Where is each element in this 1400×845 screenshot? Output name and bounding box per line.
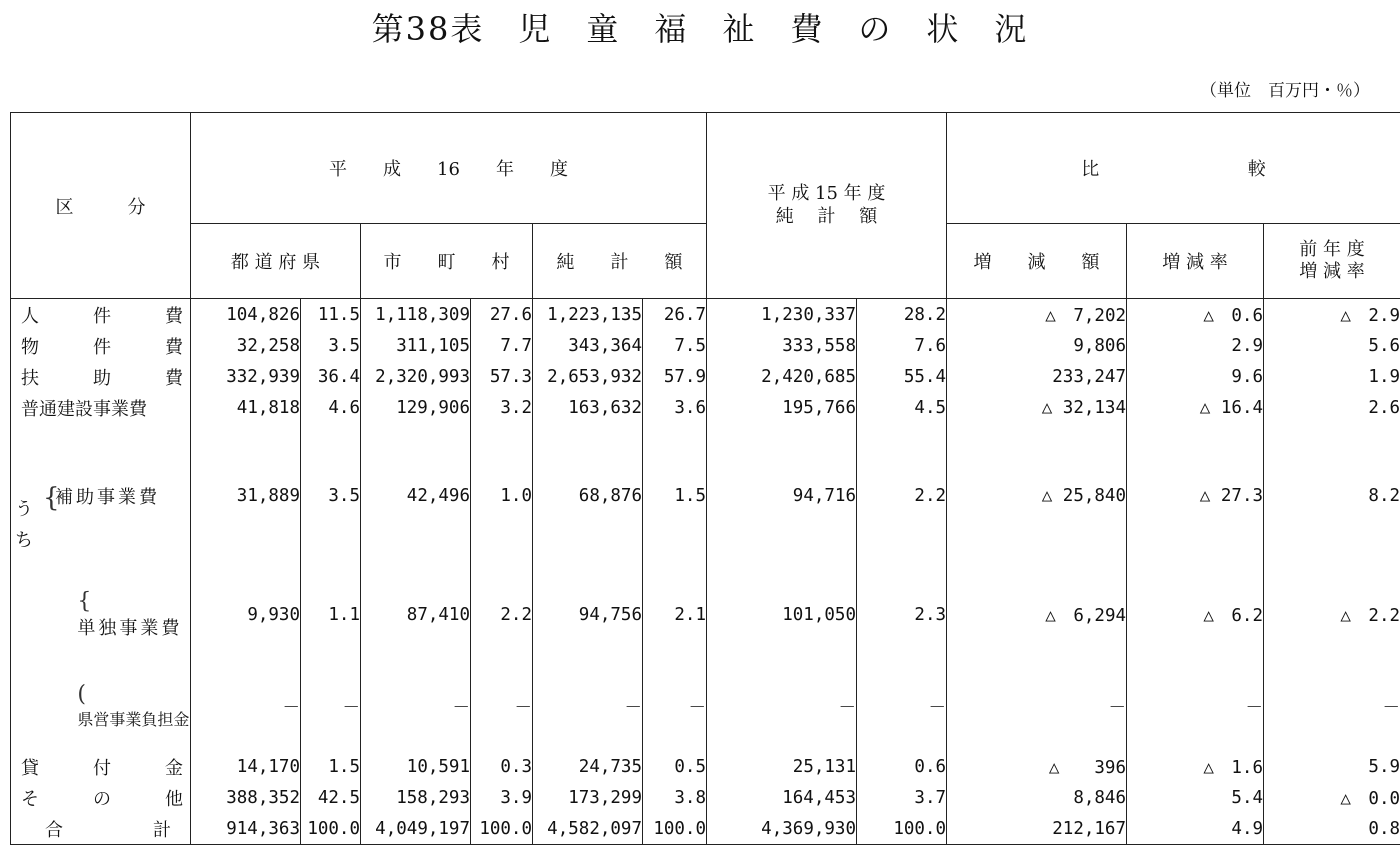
cell-diff: － (947, 661, 1127, 751)
cell-net: 343,364 (533, 330, 643, 361)
uchi-label: う ち (15, 495, 43, 556)
cell-prev: － (707, 661, 857, 751)
cell-net-ratio: 3.6 (643, 392, 707, 423)
cell-net: 68,876 (533, 423, 643, 568)
cell-pref: 388,352 (191, 782, 301, 813)
cell-muni: 129,906 (361, 392, 471, 423)
children-welfare-table (10, 112, 1400, 845)
cell-net-ratio: 0.5 (643, 751, 707, 782)
cell-muni-ratio: 100.0 (471, 813, 533, 845)
cell-diff: 9,806 (947, 330, 1127, 361)
cell-pref: 14,170 (191, 751, 301, 782)
cell-rate: △ 0.6 (1127, 299, 1264, 331)
table-row (11, 661, 1400, 751)
cell-pref: 914,363 (191, 813, 301, 845)
cell-pref: 31,889 (191, 423, 301, 568)
cell-diff: △ 25,840 (947, 423, 1127, 568)
cell-pref: 41,818 (191, 392, 301, 423)
row-label-cell (11, 568, 191, 661)
row-label: 単独事業費 (77, 618, 182, 639)
cell-diff: △ 396 (947, 751, 1127, 782)
cell-diff: △ 7,202 (947, 299, 1127, 331)
cell-prev-ratio: 100.0 (857, 813, 947, 845)
cell-muni: 158,293 (361, 782, 471, 813)
cell-prev-rate: 8.2 (1264, 423, 1400, 568)
cell-prev-ratio: 2.2 (857, 423, 947, 568)
cell-net-ratio: 100.0 (643, 813, 707, 845)
table-row-total (11, 813, 1400, 845)
row-label: 普通建設事業費 (11, 392, 191, 423)
cell-rate: △ 16.4 (1127, 392, 1264, 423)
cell-pref-ratio: 42.5 (301, 782, 361, 813)
cell-prev-rate: 1.9 (1264, 361, 1400, 392)
header-hikaku-b: 較 (1248, 155, 1266, 181)
row-label: 補助事業費 (55, 483, 160, 509)
cell-pref-ratio: 3.5 (301, 330, 361, 361)
cell-pref-ratio: 3.5 (301, 423, 361, 568)
cell-pref: 32,258 (191, 330, 301, 361)
cell-prev-ratio: 3.7 (857, 782, 947, 813)
header-zougen: 増 減 額 (947, 224, 1127, 299)
cell-net: 4,582,097 (533, 813, 643, 845)
cell-muni-ratio: 1.0 (471, 423, 533, 568)
cell-net-ratio: 3.8 (643, 782, 707, 813)
cell-prev-ratio: 2.3 (857, 568, 947, 661)
cell-prev-rate: － (1264, 661, 1400, 751)
table-row (11, 330, 1400, 361)
cell-muni-ratio: 57.3 (471, 361, 533, 392)
cell-rate: 9.6 (1127, 361, 1264, 392)
row-label: 扶 助 費 (11, 361, 191, 392)
header-shichoson: 市 町 村 (361, 224, 533, 299)
cell-muni-ratio: 3.9 (471, 782, 533, 813)
cell-diff: 233,247 (947, 361, 1127, 392)
cell-prev: 101,050 (707, 568, 857, 661)
cell-muni: 42,496 (361, 423, 471, 568)
row-label-group (11, 423, 191, 568)
table-row (11, 392, 1400, 423)
cell-prev-ratio: 0.6 (857, 751, 947, 782)
cell-muni: － (361, 661, 471, 751)
cell-muni-ratio: 27.6 (471, 299, 533, 331)
cell-rate: △ 27.3 (1127, 423, 1264, 568)
row-label: 合 計 (11, 813, 191, 845)
table-row (11, 782, 1400, 813)
cell-prev: 195,766 (707, 392, 857, 423)
cell-muni-ratio: 7.7 (471, 330, 533, 361)
cell-net: － (533, 661, 643, 751)
cell-net: 24,735 (533, 751, 643, 782)
table-title: 第38表 児 童 福 祉 費 の 状 況 (0, 4, 1400, 50)
cell-muni: 311,105 (361, 330, 471, 361)
brace-icon: { (77, 589, 89, 614)
header-kubun: 区 分 (11, 113, 191, 299)
cell-net-ratio: 1.5 (643, 423, 707, 568)
cell-net: 1,223,135 (533, 299, 643, 331)
table-row (11, 361, 1400, 392)
header-hikaku-a: 比 (1081, 155, 1099, 181)
cell-net-ratio: 26.7 (643, 299, 707, 331)
cell-net: 173,299 (533, 782, 643, 813)
cell-pref: 104,826 (191, 299, 301, 331)
table-row (11, 568, 1400, 661)
table-row (11, 423, 1400, 568)
cell-diff: △ 32,134 (947, 392, 1127, 423)
cell-prev: 4,369,930 (707, 813, 857, 845)
cell-muni: 87,410 (361, 568, 471, 661)
unit-label: （単位 百万円・％） (1200, 76, 1370, 101)
row-label-cell (11, 661, 191, 751)
cell-muni: 4,049,197 (361, 813, 471, 845)
cell-prev-rate: △ 2.2 (1264, 568, 1400, 661)
cell-net: 163,632 (533, 392, 643, 423)
cell-rate: 5.4 (1127, 782, 1264, 813)
cell-muni-ratio: 3.2 (471, 392, 533, 423)
cell-diff: 212,167 (947, 813, 1127, 845)
table-row (11, 751, 1400, 782)
cell-net-ratio: 57.9 (643, 361, 707, 392)
header-todofuken: 都 道 府 県 (191, 224, 361, 299)
cell-prev-ratio: 7.6 (857, 330, 947, 361)
cell-pref: － (191, 661, 301, 751)
cell-rate: △ 1.6 (1127, 751, 1264, 782)
row-label: そ の 他 (11, 782, 191, 813)
cell-muni: 2,320,993 (361, 361, 471, 392)
cell-muni: 1,118,309 (361, 299, 471, 331)
header-zennendo: 前 年 度 増 減 率 (1264, 224, 1400, 299)
header-h15: 平 成 15 年 度 純 計 額 (707, 113, 947, 299)
cell-rate: 4.9 (1127, 813, 1264, 845)
cell-prev-ratio: 28.2 (857, 299, 947, 331)
cell-net: 2,653,932 (533, 361, 643, 392)
cell-pref-ratio: － (301, 661, 361, 751)
cell-pref-ratio: 1.5 (301, 751, 361, 782)
header-junkei: 純 計 額 (533, 224, 707, 299)
cell-prev: 333,558 (707, 330, 857, 361)
cell-pref: 332,939 (191, 361, 301, 392)
cell-prev-rate: △ 2.9 (1264, 299, 1400, 331)
cell-muni-ratio: － (471, 661, 533, 751)
header-h16: 平 成 16 年 度 (191, 113, 707, 224)
table-row (11, 299, 1400, 331)
row-label: 物 件 費 (11, 330, 191, 361)
cell-prev-rate: 5.9 (1264, 751, 1400, 782)
header-hikaku (947, 113, 1400, 224)
cell-prev: 25,131 (707, 751, 857, 782)
cell-prev-ratio: 4.5 (857, 392, 947, 423)
cell-prev: 94,716 (707, 423, 857, 568)
cell-rate: △ 6.2 (1127, 568, 1264, 661)
cell-net-ratio: 2.1 (643, 568, 707, 661)
cell-prev-ratio: － (857, 661, 947, 751)
cell-diff: △ 6,294 (947, 568, 1127, 661)
cell-prev-ratio: 55.4 (857, 361, 947, 392)
cell-net-ratio: － (643, 661, 707, 751)
cell-muni-ratio: 2.2 (471, 568, 533, 661)
cell-pref-ratio: 1.1 (301, 568, 361, 661)
cell-net: 94,756 (533, 568, 643, 661)
cell-prev-rate: 2.6 (1264, 392, 1400, 423)
cell-pref-ratio: 36.4 (301, 361, 361, 392)
cell-muni-ratio: 0.3 (471, 751, 533, 782)
cell-prev-rate: △ 0.0 (1264, 782, 1400, 813)
brace-icon: { (43, 483, 55, 513)
cell-pref-ratio: 11.5 (301, 299, 361, 331)
cell-pref-ratio: 100.0 (301, 813, 361, 845)
row-label: 県営事業負担金 (77, 710, 189, 729)
cell-net-ratio: 7.5 (643, 330, 707, 361)
brace-icon: ( (77, 682, 89, 707)
cell-pref: 9,930 (191, 568, 301, 661)
cell-rate: 2.9 (1127, 330, 1264, 361)
cell-prev: 1,230,337 (707, 299, 857, 331)
cell-diff: 8,846 (947, 782, 1127, 813)
cell-prev-rate: 5.6 (1264, 330, 1400, 361)
cell-rate: － (1127, 661, 1264, 751)
cell-muni: 10,591 (361, 751, 471, 782)
cell-pref-ratio: 4.6 (301, 392, 361, 423)
row-label: 人 件 費 (11, 299, 191, 331)
header-zougenritsu: 増 減 率 (1127, 224, 1264, 299)
row-label: 貸 付 金 (11, 751, 191, 782)
cell-prev: 164,453 (707, 782, 857, 813)
cell-prev: 2,420,685 (707, 361, 857, 392)
cell-prev-rate: 0.8 (1264, 813, 1400, 845)
